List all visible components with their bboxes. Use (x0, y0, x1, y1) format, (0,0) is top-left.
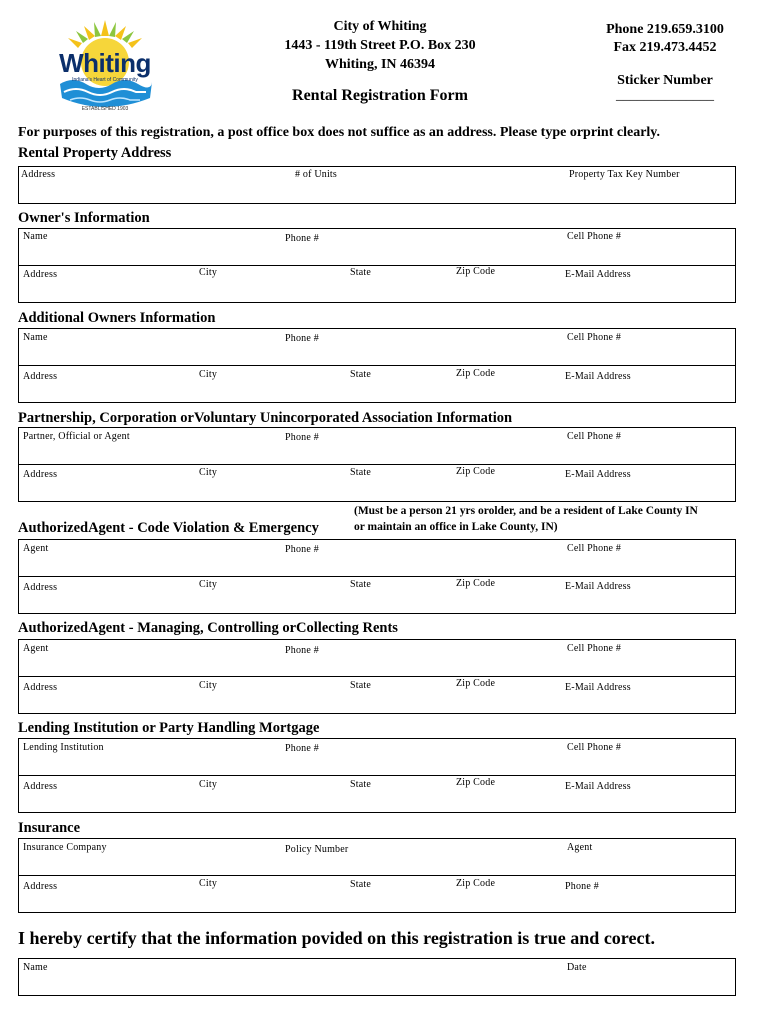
form-title: Rental Registration Form (292, 87, 468, 104)
owner-address-row[interactable] (18, 265, 736, 303)
insurance-state-label: State (350, 879, 371, 890)
agent-rents-phone-label: Phone # (285, 645, 319, 656)
property-address-box[interactable] (18, 166, 736, 204)
insurance-address-row[interactable] (18, 875, 736, 913)
owner-zip-label: Zip Code (456, 266, 496, 277)
agent-code-cell-label: Cell Phone # (567, 543, 622, 554)
city-logo (46, 18, 164, 114)
intro-instructions: For purposes of this registration, a post office box does not suffice as an address. Please type orprint clearly. (18, 125, 661, 140)
lending-phone-label: Phone # (285, 743, 319, 754)
partnership-cell-label: Cell Phone # (567, 431, 622, 442)
owner-city-label: City (199, 267, 218, 278)
insurance-address-label: Address (23, 881, 58, 892)
agent-rents-email-label: E-Mail Address (565, 682, 631, 693)
agent-requirement-note-2: or maintain an office in Lake County, IN) (354, 521, 558, 533)
certification-statement: I hereby certify that the information povided on this registration is true and corect. (18, 928, 655, 948)
insurance-agent-label: Agent (567, 842, 593, 853)
property-address-label: Address (21, 169, 56, 180)
owner-name-label: Name (23, 231, 48, 242)
certification-name-label: Name (23, 962, 48, 973)
agent-code-address-row[interactable] (18, 576, 736, 614)
logo-name: Whiting (59, 48, 151, 78)
additional-name-row[interactable] (18, 328, 736, 366)
additional-email-label: E-Mail Address (565, 371, 631, 382)
insurance-zip-label: Zip Code (456, 878, 496, 889)
logo-established: ESTABLISHED 1903 (81, 106, 129, 112)
header-fax: Fax 219.473.4452 (613, 40, 717, 55)
lending-zip-label: Zip Code (456, 777, 496, 788)
owner-cell-label: Cell Phone # (567, 231, 622, 242)
section-title-partnership: Partnership, Corporation orVoluntary Unincorporated Association Information (18, 410, 513, 426)
partnership-city-label: City (199, 467, 218, 478)
agent-code-city-label: City (199, 579, 218, 590)
agent-code-address-label: Address (23, 582, 58, 593)
lending-address-label: Address (23, 781, 58, 792)
agent-rents-address-row[interactable] (18, 676, 736, 714)
agent-rents-cell-label: Cell Phone # (567, 643, 622, 654)
agent-code-name-label: Agent (23, 543, 49, 554)
logo-tagline: Indiana's Heart of Community (72, 77, 138, 83)
lending-city-label: City (199, 779, 218, 790)
additional-cell-label: Cell Phone # (567, 332, 622, 343)
lending-name-row[interactable] (18, 738, 736, 776)
header-phone: Phone 219.659.3100 (606, 22, 724, 37)
section-title-property: Rental Property Address (18, 145, 172, 161)
agent-code-phone-label: Phone # (285, 544, 319, 555)
partnership-address-label: Address (23, 469, 58, 480)
agent-code-state-label: State (350, 579, 371, 590)
section-title-insurance: Insurance (18, 820, 81, 836)
partnership-name-row[interactable] (18, 427, 736, 465)
partnership-zip-label: Zip Code (456, 466, 496, 477)
agent-rents-state-label: State (350, 680, 371, 691)
insurance-policy-label: Policy Number (285, 844, 349, 855)
owner-phone-label: Phone # (285, 233, 319, 244)
additional-city-label: City (199, 369, 218, 380)
lending-state-label: State (350, 779, 371, 790)
insurance-company-label: Insurance Company (23, 842, 107, 853)
additional-address-row[interactable] (18, 365, 736, 403)
partnership-name-label: Partner, Official or Agent (23, 431, 130, 442)
insurance-company-row[interactable] (18, 838, 736, 876)
partnership-email-label: E-Mail Address (565, 469, 631, 480)
header-city: City of Whiting (333, 19, 427, 34)
lending-address-row[interactable] (18, 775, 736, 813)
agent-rents-city-label: City (199, 680, 218, 691)
insurance-phone-label: Phone # (565, 881, 599, 892)
additional-address-label: Address (23, 371, 58, 382)
agent-rents-zip-label: Zip Code (456, 678, 496, 689)
additional-zip-label: Zip Code (456, 368, 496, 379)
partnership-phone-label: Phone # (285, 432, 319, 443)
agent-code-email-label: E-Mail Address (565, 581, 631, 592)
section-title-agent-rents: AuthorizedAgent - Managing, Controlling orCollecting Rents (18, 620, 398, 636)
agent-rents-name-label: Agent (23, 643, 49, 654)
property-units-label: # of Units (295, 169, 337, 180)
section-title-agent-code-violation: AuthorizedAgent - Code Violation & Emergency (18, 520, 319, 536)
partnership-state-label: State (350, 467, 371, 478)
section-title-owner: Owner's Information (18, 210, 150, 226)
property-tax-key-label: Property Tax Key Number (569, 169, 680, 180)
certification-signature-row[interactable] (18, 958, 736, 996)
lending-name-label: Lending Institution (23, 742, 104, 753)
header-address: 1443 - 119th Street P.O. Box 230 (284, 38, 476, 53)
lending-email-label: E-Mail Address (565, 781, 631, 792)
sticker-number-line[interactable]: ______________ (616, 88, 714, 103)
partnership-address-row[interactable] (18, 464, 736, 502)
additional-phone-label: Phone # (285, 333, 319, 344)
section-title-lending: Lending Institution or Party Handling Mortgage (18, 720, 320, 736)
owner-name-row[interactable] (18, 228, 736, 266)
owner-state-label: State (350, 267, 371, 278)
additional-name-label: Name (23, 332, 48, 343)
lending-cell-label: Cell Phone # (567, 742, 622, 753)
certification-date-label: Date (567, 962, 587, 973)
header-city-state-zip: Whiting, IN 46394 (324, 57, 436, 72)
agent-rents-address-label: Address (23, 682, 58, 693)
agent-requirement-note-1: (Must be a person 21 yrs orolder, and be a resident of Lake County IN (354, 505, 698, 517)
agent-code-zip-label: Zip Code (456, 578, 496, 589)
additional-state-label: State (350, 369, 371, 380)
sticker-number-label: Sticker Number (617, 73, 713, 88)
agent-rents-name-row[interactable] (18, 639, 736, 677)
owner-email-label: E-Mail Address (565, 269, 631, 280)
owner-address-label: Address (23, 269, 58, 280)
section-title-additional-owners: Additional Owners Information (18, 310, 216, 326)
agent-code-name-row[interactable] (18, 539, 736, 577)
insurance-city-label: City (199, 878, 218, 889)
